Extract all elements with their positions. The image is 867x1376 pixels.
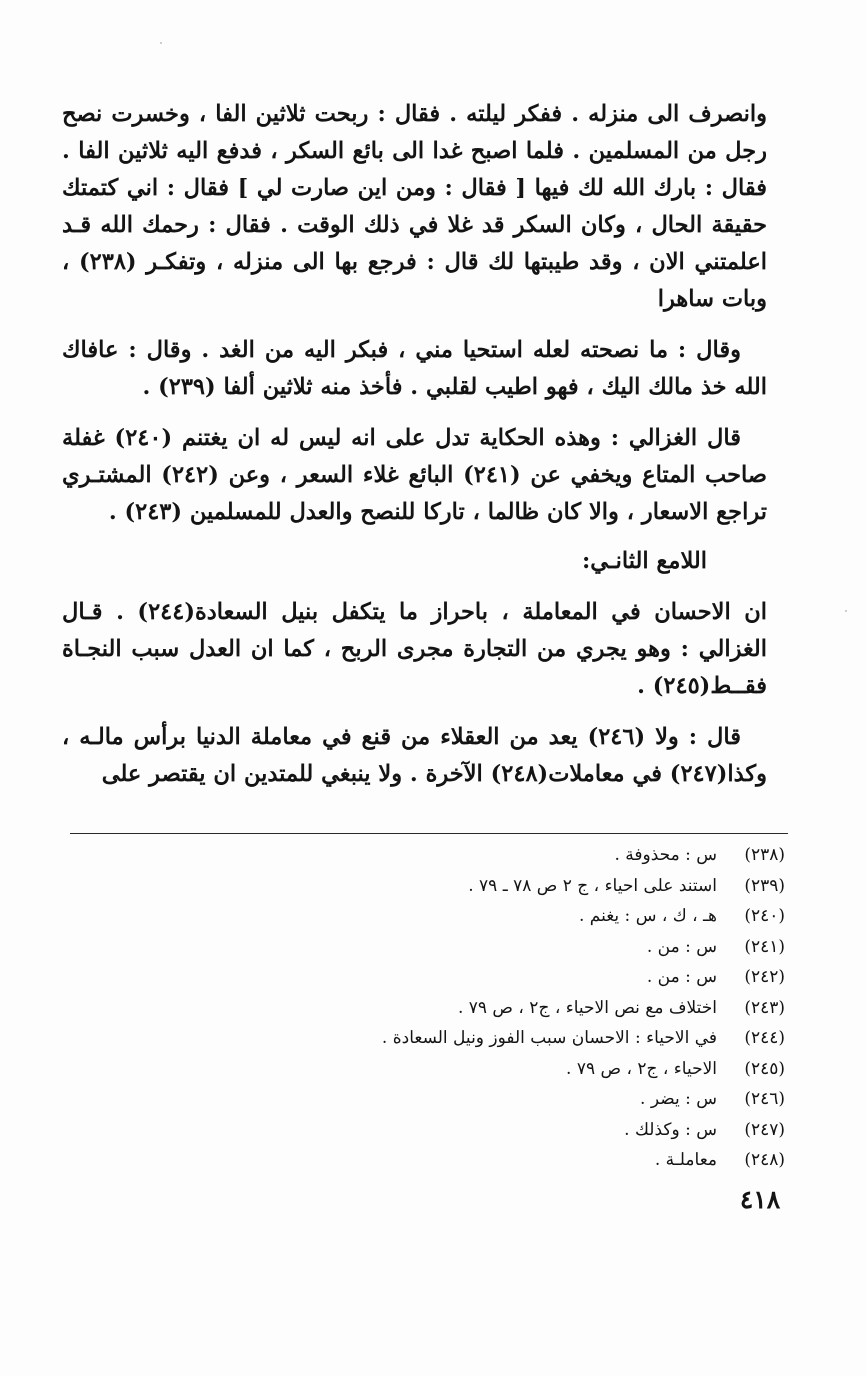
footnote-number: (٢٤٥) [744,1058,785,1079]
footnote [150,1145,785,1176]
paragraph: وقال : ما نصحته لعله استحيا مني ، فبكر اليه من الغد . وقال : عافاك الله خذ مالك اليك ، فهو اطيب لقلبي . فأخذ منه ثلاثين ألفا (٢٣٩) . [62,337,767,400]
footnote [150,901,785,932]
footnote-number: (٢٤١) [744,936,785,957]
scan-speck [160,42,162,44]
footnote-number: (٢٤٣) [744,997,785,1018]
footnote [150,962,785,993]
footnote [150,1115,785,1146]
footnote-divider [70,833,788,834]
footnote-text: س : من . [646,967,717,987]
footnote [150,871,785,902]
section-heading: اللامع الثانـي: [581,548,707,574]
footnote-number: (٢٤٨) [744,1150,785,1170]
footnote [150,993,785,1024]
footnote-text: استند على احياء ، ج ٢ ص ٧٨ ـ ٧٩ . [468,875,717,896]
footnote-text: اختلاف مع نص الاحياء ، ج٢ ، ص ٧٩ . [457,997,717,1018]
footnote [150,932,785,963]
footnote-text: هـ ، ك ، س : يغنم . [578,906,717,926]
paragraph: قال الغزالي : وهذه الحكاية تدل على انه ليس له ان يغتنم (٢٤٠) غفلة صاحب المتاع ويخفي عن (٢٤١) البائع غلاء السعر ، وعن (٢٤٢) المشتـري تراجع الاسعار ، والا كان ظالما ، تاركا للنصح والعدل للمسلمين (٢٤٣) . [62,425,768,525]
footnote-text: س : يضر . [640,1089,717,1109]
footnote-text: س : من . [646,936,717,957]
footnote-text: معاملـة . [654,1150,717,1170]
footnote-number: (٢٤٠) [744,906,785,926]
paragraph: ان الاحسان في المعاملة ، باحراز ما يتكفل بنيل السعادة(٢٤٤) . قـال الغزالي : وهو يجري من التجارة مجرى الربح ، كما ان العدل سبب النجـاة فقــط(٢٤٥) . [62,599,767,699]
footnote [150,1084,785,1115]
footnote [150,1054,785,1085]
footnote-number: (٢٣٩) [744,875,785,896]
footnote-number: (٢٤٤) [744,1028,785,1048]
footnote-text: الاحياء ، ج٢ ، ص ٧٩ . [566,1058,717,1079]
footnote-number: (٢٣٨) [744,845,785,865]
footnote-number: (٢٤٧) [744,1119,785,1140]
footnotes [150,840,785,1176]
footnote-text: س : محذوفة . [614,845,717,865]
footnote [150,1023,785,1054]
footnote-text: في الاحياء : الاحسان سبب الفوز ونيل السعادة . [381,1028,717,1048]
footnote [150,840,785,871]
page-number: ٤١٨ [739,1185,781,1214]
footnote-number: (٢٤٦) [744,1089,785,1109]
footnote-number: (٢٤٢) [744,967,785,987]
paragraph: قال : ولا (٢٤٦) يعد من العقلاء من قنع في معاملة الدنيا برأس مالـه ، وكذا(٢٤٧) في معاملات(٢٤٨) الآخرة . ولا ينبغي للمتدين ان يقتصر على [62,724,767,787]
main-text [62,96,767,793]
scan-speck [845,610,847,612]
footnote-text: س : وكذلك . [624,1119,717,1140]
paragraph: وانصرف الى منزله . ففكر ليلته . فقال : ربحت ثلاثين الفا ، وخسرت نصح رجل من المسلمين . فلما اصبح غدا الى بائع السكر ، فدفع اليه ثلاثين الفا . فقال : بارك الله لك فيها [ فقال : ومن اين صارت لي ] فقال : اني كتمتك حقيقة الحال ، وكان السكر قد غلا في ذلك الوقت . فقال : رحمك الله قـد اعلمتني الان ، وقد طيبتها لك قال : فرجع بها الى منزله ، وتفكـر (٢٣٨) ، وبات ساهرا [62,101,767,312]
